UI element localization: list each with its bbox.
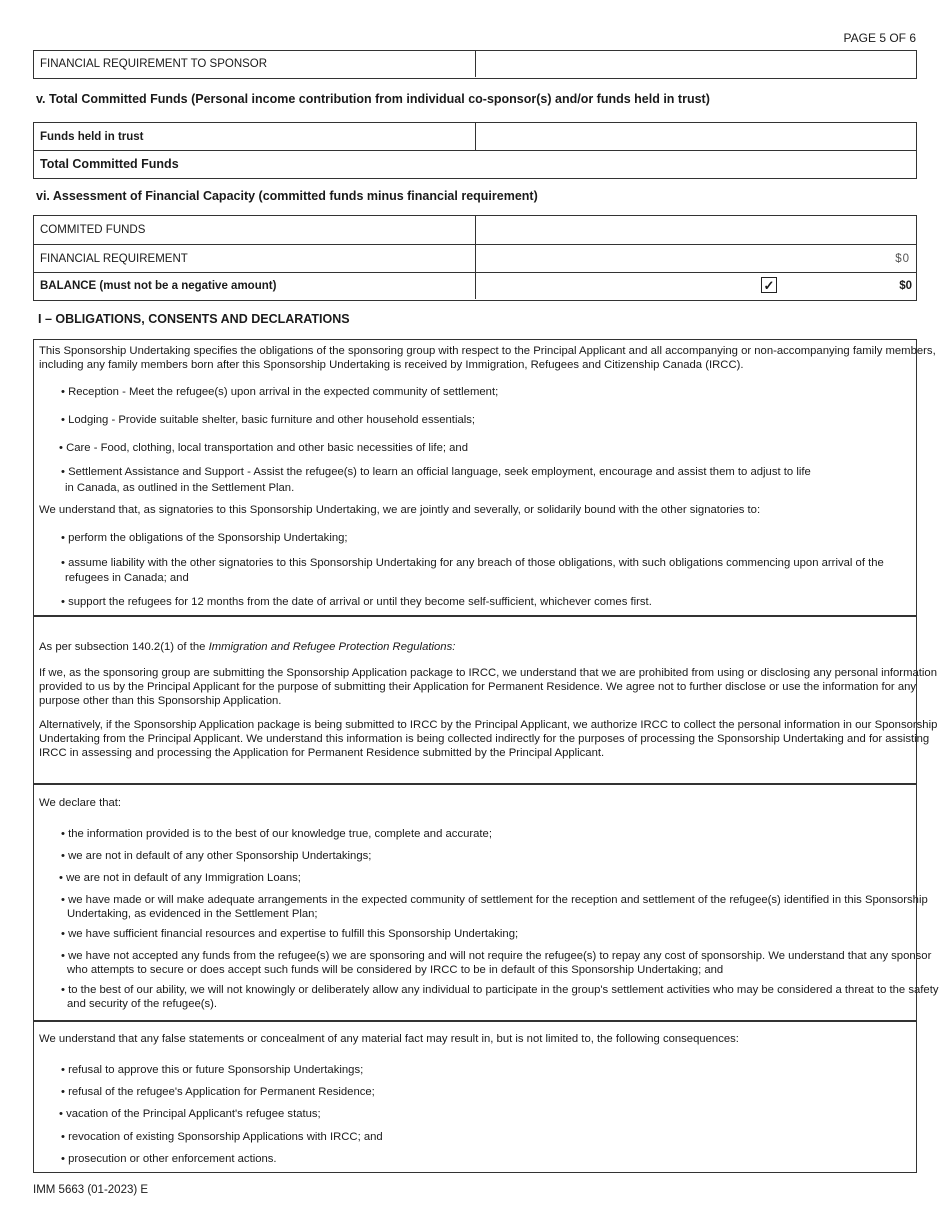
financial-requirement-label: FINANCIAL REQUIREMENT TO SPONSOR — [34, 51, 476, 77]
understand-item-1: • perform the obligations of the Sponsorship Undertaking; — [61, 532, 348, 544]
understand-intro: We understand that, as signatories to this Sponsorship Undertaking, we are jointly and severally, or solidarily bound with the other signatories to: — [39, 504, 761, 516]
committed-funds-label: COMMITED FUNDS — [34, 216, 476, 244]
financial-requirement-amount: $0 — [895, 252, 910, 265]
funds-held-in-trust-field[interactable] — [476, 123, 916, 150]
section-v-title: v. Total Committed Funds (Personal income contribution from individual co-sponsor(s) and/or funds held in trust) — [36, 92, 710, 106]
declare-item-1: • the information provided is to the best of our knowledge true, complete and accurate; — [61, 828, 492, 840]
page-number: PAGE 5 OF 6 — [843, 31, 916, 45]
financial-requirement-field[interactable] — [476, 51, 916, 77]
declare-item-3: • we are not in default of any Immigration Loans; — [59, 872, 301, 884]
declare-item-7: • to the best of our ability, we will not knowingly or deliberately allow any individual to participate in the group's settlement activities who may be considered a threat to the safety — [61, 984, 939, 996]
total-committed-funds-label: Total Committed Funds — [40, 157, 179, 171]
understand-item-2: • assume liability with the other signatories to this Sponsorship Undertaking for any breach of those obligations, with such obligations commencing upon arrival of the — [61, 557, 884, 569]
declarations-box — [33, 783, 939, 1022]
financial-requirement-row-label: FINANCIAL REQUIREMENT — [34, 245, 476, 272]
declare-item-4-cont: Undertaking, as evidenced in the Settlement Plan; — [67, 908, 318, 920]
obligation-settlement: • Settlement Assistance and Support - Assist the refugee(s) to learn an official language, seek employment, encourage and assist them to adjust to life — [61, 466, 811, 478]
regulations-p2-line-3: IRCC in assessing and processing the Application for Permanent Residence submitted by the Principal Applicant. — [39, 747, 605, 759]
understand-item-2-cont: refugees in Canada; and — [65, 572, 189, 584]
funds-held-in-trust-label: Funds held in trust — [34, 123, 476, 150]
form-id: IMM 5663 (01-2023) E — [33, 1184, 149, 1196]
obligations-box — [33, 339, 936, 617]
regulations-p1-line-1: If we, as the sponsoring group are submitting the Sponsorship Application package to IRCC, we understand that we are prohibited from using or disclosing any personal information — [39, 667, 937, 679]
regulations-title: Immigration and Refugee Protection Regulations: — [208, 641, 456, 653]
committed-funds-field[interactable] — [476, 216, 916, 244]
regulations-line — [39, 640, 455, 655]
consequence-4: • revocation of existing Sponsorship Applications with IRCC; and — [61, 1131, 383, 1143]
declare-intro: We declare that: — [39, 797, 122, 809]
consequence-3: • vacation of the Principal Applicant's refugee status; — [59, 1108, 321, 1120]
balance-amount: $0 — [899, 280, 912, 292]
regulations-p1-line-2: provided to us by the Principal Applicant for the purpose of submitting their Application for Permanent Residence. We agree not to further disclose or use the information for any — [39, 681, 917, 693]
declare-item-5: • we have sufficient financial resources and expertise to fulfill this Sponsorship Undertaking; — [61, 928, 519, 940]
regulations-p2-line-1: Alternatively, if the Sponsorship Application package is being submitted to IRCC by the Principal Applicant, we authorize IRCC to collect the personal information in our Sponsorship — [39, 719, 938, 731]
regulations-prefix: As per subsection 140.2(1) of the — [39, 641, 209, 653]
regulations-p2-line-2: Undertaking from the Principal Applicant. We understand this information is being collected indirectly for the purposes of processing the Sponsorship Undertaking and for assisting — [39, 733, 930, 745]
understand-item-3: • support the refugees for 12 months from the date of arrival or until they become self-sufficient, whichever comes first. — [61, 596, 652, 608]
consequences-intro: We understand that any false statements or concealment of any material fact may result in, but is not limited to, the following consequences: — [39, 1033, 739, 1045]
obligation-lodging: • Lodging - Provide suitable shelter, basic furniture and other household essentials; — [61, 414, 476, 426]
consequence-2: • refusal of the refugee's Application for Permanent Residence; — [61, 1086, 375, 1098]
obligation-care: • Care - Food, clothing, local transportation and other basic necessities of life; and — [59, 442, 468, 454]
section-i-title: I – OBLIGATIONS, CONSENTS AND DECLARATIONS — [38, 312, 350, 326]
declare-item-6-cont: who attempts to secure or does accept such funds will be considered by IRCC to be in default of this Sponsorship Undertaking; and — [67, 964, 724, 976]
consequence-1: • refusal to approve this or future Sponsorship Undertakings; — [61, 1064, 364, 1076]
balance-label: BALANCE (must not be a negative amount) — [34, 273, 476, 299]
section-vi-title: vi. Assessment of Financial Capacity (committed funds minus financial requirement) — [36, 189, 538, 203]
financial-requirement-table — [33, 50, 917, 79]
declare-item-4: • we have made or will make adequate arrangements in the expected community of settlement for the reception and settlement of the refugee(s) identified in this Sponsorship — [61, 894, 928, 906]
consequence-5: • prosecution or other enforcement actions. — [61, 1153, 277, 1165]
declare-item-2: • we are not in default of any other Sponsorship Undertakings; — [61, 850, 372, 862]
regulations-p1-line-3: purpose other than this Sponsorship Application. — [39, 695, 282, 707]
intro-line-2: including any family members born after this Sponsorship Undertaking is received by Immigration, Refugees and Citizenship Canada (IRCC). — [39, 359, 744, 371]
regulations-box — [33, 615, 938, 785]
balance-cell — [476, 273, 916, 299]
consequences-box — [33, 1020, 917, 1173]
intro-line-1: This Sponsorship Undertaking specifies the obligations of the sponsoring group with respect to the Principal Applicant and all accompanying or non-accompanying family members, — [39, 345, 936, 357]
obligation-settlement-cont: in Canada, as outlined in the Settlement Plan. — [65, 482, 295, 494]
committed-funds-table — [33, 122, 917, 179]
financial-capacity-table — [33, 215, 917, 301]
balance-checkbox[interactable]: ✓ — [761, 277, 777, 293]
obligation-reception: • Reception - Meet the refugee(s) upon arrival in the expected community of settlement; — [61, 386, 499, 398]
declare-item-6: • we have not accepted any funds from the refugee(s) we are sponsoring and will not require the refugee(s) to repay any cost of sponsorship. We understand that any sponsor — [61, 950, 932, 962]
declare-item-7-cont: and security of the refugee(s). — [67, 998, 218, 1010]
